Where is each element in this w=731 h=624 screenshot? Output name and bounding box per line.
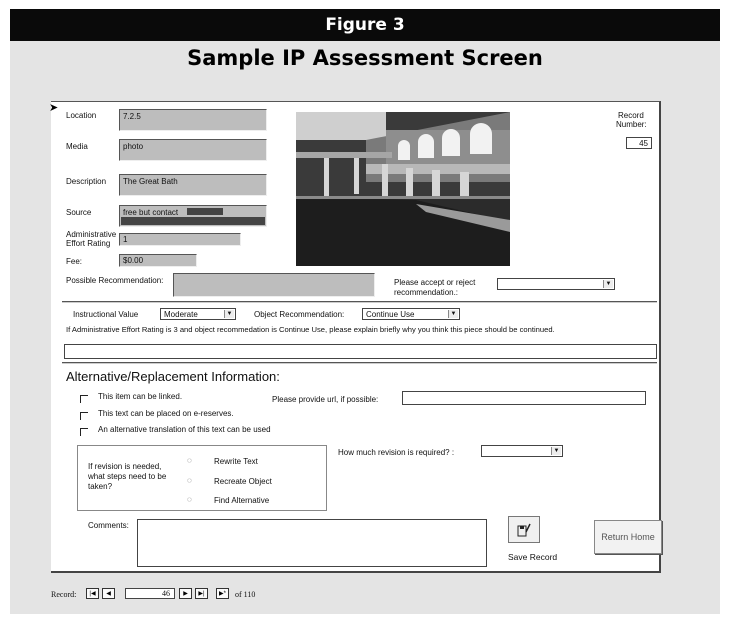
record-number-label-line2: Number: xyxy=(616,120,647,129)
last-record-icon[interactable]: ▶| xyxy=(195,588,208,599)
record-number-label-line1: Record xyxy=(618,111,644,120)
fee-label: Fee: xyxy=(66,257,83,266)
figure-title: Sample IP Assessment Screen xyxy=(187,46,543,70)
ereserves-checkbox[interactable] xyxy=(80,412,88,420)
return-home-button[interactable]: Return Home xyxy=(594,520,662,554)
great-bath-image xyxy=(296,112,510,266)
divider xyxy=(62,301,657,303)
revision-amount-dropdown[interactable] xyxy=(481,445,563,457)
fee-field[interactable]: $0.00 xyxy=(119,254,197,267)
instructional-value-label: Instructional Value xyxy=(73,310,139,319)
ereserves-checkbox-label: This text can be placed on e-reserves. xyxy=(98,409,234,418)
figure-label: Figure 3 xyxy=(10,9,720,41)
object-recommendation-label: Object Recommendation: xyxy=(254,310,345,319)
accept-reject-dropdown[interactable] xyxy=(497,278,615,290)
record-number-field[interactable]: 45 xyxy=(626,137,652,149)
current-record-input[interactable]: 46 xyxy=(125,588,175,599)
radio-recreate[interactable]: ◌ xyxy=(187,476,192,485)
effort-label-line1: Administrative xyxy=(66,230,117,239)
chevron-down-icon[interactable]: ▼ xyxy=(603,280,613,288)
translation-checkbox-label: An alternative translation of this text can be used xyxy=(98,425,271,434)
save-record-button-label[interactable]: Save Record xyxy=(508,552,558,562)
accept-reject-label-line2: recommendation.: xyxy=(394,288,459,297)
radio-find-alternative-label: Find Alternative xyxy=(214,496,270,505)
radio-rewrite[interactable]: ◌ xyxy=(187,456,192,465)
explain-textbox[interactable] xyxy=(64,344,657,359)
effort-label-line2: Effort Rating xyxy=(66,239,111,248)
prev-record-icon[interactable]: ◀ xyxy=(102,588,115,599)
new-record-icon[interactable]: ▶* xyxy=(216,588,229,599)
chevron-down-icon[interactable]: ▼ xyxy=(551,447,561,455)
radio-recreate-label: Recreate Object xyxy=(214,477,272,486)
save-record-icon[interactable] xyxy=(508,516,540,543)
source-value: free but contact xyxy=(123,208,179,217)
description-field[interactable]: The Great Bath xyxy=(119,174,267,196)
steps-label-line3: taken? xyxy=(88,482,113,491)
description-label: Description xyxy=(66,177,107,186)
linked-checkbox[interactable] xyxy=(80,395,88,403)
instructional-value: Moderate xyxy=(164,310,198,319)
revision-amount-label: How much revision is required? : xyxy=(338,448,455,457)
effort-rating-field[interactable]: 1 xyxy=(119,233,241,246)
next-record-icon[interactable]: ▶ xyxy=(179,588,192,599)
source-label: Source xyxy=(66,208,92,217)
media-label: Media xyxy=(66,142,88,151)
record-selector-icon[interactable]: ➤ xyxy=(49,102,59,114)
save-record-icon-glyph xyxy=(517,523,531,537)
location-label: Location xyxy=(66,111,97,120)
accept-reject-label-line1: Please accept or reject xyxy=(394,278,476,287)
record-count: of 110 xyxy=(235,590,256,599)
radio-rewrite-label: Rewrite Text xyxy=(214,457,258,466)
object-recommendation-dropdown[interactable] xyxy=(362,308,460,320)
redaction-mark xyxy=(187,208,223,215)
url-label: Please provide url, if possible: xyxy=(272,395,379,404)
item-photo xyxy=(296,112,510,266)
redaction-mark xyxy=(121,217,265,225)
navigator-label: Record: xyxy=(51,590,77,599)
steps-label-line1: If revision is needed, xyxy=(88,462,162,471)
object-recommendation-value: Continue Use xyxy=(366,310,415,319)
steps-label-line2: what steps need to be xyxy=(88,472,167,481)
chevron-down-icon[interactable]: ▼ xyxy=(448,310,458,318)
alternative-heading: Alternative/Replacement Information: xyxy=(66,369,280,384)
translation-checkbox[interactable] xyxy=(80,428,88,436)
comments-label: Comments: xyxy=(88,521,129,530)
radio-find-alternative[interactable]: ◌ xyxy=(187,495,192,504)
url-input[interactable] xyxy=(402,391,646,405)
first-record-icon[interactable]: |◀ xyxy=(86,588,99,599)
possible-recommendation-label: Possible Recommendation: xyxy=(66,276,164,285)
possible-recommendation-field[interactable] xyxy=(173,273,375,297)
instructional-value-dropdown[interactable] xyxy=(160,308,236,320)
divider xyxy=(62,362,657,364)
explain-instructions: If Administrative Effort Rating is 3 and object recommedation is Continue Use, please explain briefly why you think this piece should be continued. xyxy=(66,325,555,334)
media-field[interactable]: photo xyxy=(119,139,267,161)
comments-textarea[interactable] xyxy=(137,519,487,567)
location-field[interactable]: 7.2.5 xyxy=(119,109,267,131)
linked-checkbox-label: This item can be linked. xyxy=(98,392,183,401)
chevron-down-icon[interactable]: ▼ xyxy=(224,310,234,318)
